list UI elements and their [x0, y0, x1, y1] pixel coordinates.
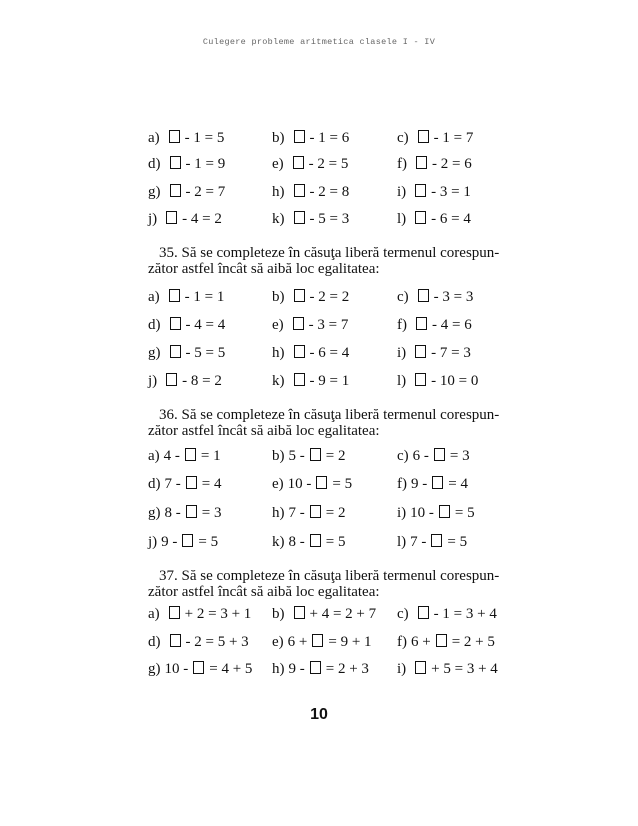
answer-box[interactable]	[170, 634, 181, 647]
exercise-item: c) - 1 = 7	[397, 129, 474, 146]
answer-box[interactable]	[294, 606, 305, 619]
answer-box[interactable]	[436, 634, 447, 647]
answer-box[interactable]	[415, 211, 426, 224]
exercise-item: k) - 9 = 1	[272, 372, 350, 389]
exercise-row	[0, 501, 638, 523]
exercise-item: i) 10 - = 5	[397, 504, 475, 521]
answer-box[interactable]	[170, 156, 181, 169]
page-header: Culegere probleme aritmetica clasele I - IV	[202, 37, 436, 47]
exercise-row	[0, 313, 638, 335]
exercise-item: h) - 2 = 8	[272, 183, 350, 200]
answer-box[interactable]	[294, 289, 305, 302]
problem-number: 37.	[159, 568, 178, 584]
answer-box[interactable]	[415, 184, 426, 197]
problem-number: 35.	[159, 245, 178, 261]
exercise-item: g) - 2 = 7	[148, 183, 226, 200]
exercise-item: g) - 5 = 5	[148, 344, 226, 361]
exercise-item: c) - 3 = 3	[397, 288, 474, 305]
exercise-item: e) 6 + = 9 + 1	[272, 633, 372, 650]
answer-box[interactable]	[312, 634, 323, 647]
answer-box[interactable]	[415, 661, 426, 674]
exercise-item: e) - 2 = 5	[272, 155, 349, 172]
answer-box[interactable]	[294, 130, 305, 143]
exercise-item: a) - 1 = 5	[148, 129, 225, 146]
exercise-row	[0, 369, 638, 391]
exercise-item: k) - 5 = 3	[272, 210, 350, 227]
exercise-row	[0, 630, 638, 652]
exercise-item: f) - 4 = 6	[397, 316, 472, 333]
exercise-item: e) - 3 = 7	[272, 316, 349, 333]
answer-box[interactable]	[170, 345, 181, 358]
problem-36-statement	[148, 407, 508, 439]
exercise-item: a) 4 - = 1	[148, 447, 221, 464]
answer-box[interactable]	[418, 606, 429, 619]
problem-statement-line: zător astfel încât să aibă loc egalitatea:	[148, 584, 380, 600]
exercise-item: l) - 6 = 4	[397, 210, 471, 227]
answer-box[interactable]	[182, 534, 193, 547]
exercise-item: b) - 1 = 6	[272, 129, 350, 146]
answer-box[interactable]	[169, 130, 180, 143]
exercise-row	[0, 152, 638, 174]
answer-box[interactable]	[294, 211, 305, 224]
exercise-row	[0, 530, 638, 552]
exercise-row	[0, 657, 638, 679]
exercise-row	[0, 472, 638, 494]
exercise-row	[0, 341, 638, 363]
exercise-item: h) 9 - = 2 + 3	[272, 660, 369, 677]
exercise-item: j) - 4 = 2	[148, 210, 222, 227]
answer-box[interactable]	[310, 661, 321, 674]
exercise-row	[0, 180, 638, 202]
exercise-item: i) - 7 = 3	[397, 344, 471, 361]
exercise-item: d) - 4 = 4	[148, 316, 226, 333]
answer-box[interactable]	[415, 345, 426, 358]
answer-box[interactable]	[186, 476, 197, 489]
exercise-item: h) - 6 = 4	[272, 344, 350, 361]
exercise-item: j) 9 - = 5	[148, 533, 219, 550]
page-number: 10	[310, 706, 328, 723]
exercise-item: d) - 1 = 9	[148, 155, 226, 172]
exercise-item: d) - 2 = 5 + 3	[148, 633, 249, 650]
problem-35-statement	[148, 245, 508, 277]
exercise-item: b) + 4 = 2 + 7	[272, 605, 377, 622]
answer-box[interactable]	[294, 345, 305, 358]
problem-number: 36.	[159, 407, 178, 423]
exercise-item: f) - 2 = 6	[397, 155, 472, 172]
exercise-item: a) - 1 = 1	[148, 288, 225, 305]
answer-box[interactable]	[310, 448, 321, 461]
exercise-item: g) 8 - = 3	[148, 504, 222, 521]
problem-statement-line: zător astfel încât să aibă loc egalitatea:	[148, 261, 380, 277]
exercise-row	[0, 444, 638, 466]
answer-box[interactable]	[185, 448, 196, 461]
answer-box[interactable]	[193, 661, 204, 674]
exercise-item: l) 7 - = 5	[397, 533, 468, 550]
exercise-item: l) - 10 = 0	[397, 372, 479, 389]
problem-statement-line: 35. Să se completeze în căsuţa liberă termenul corespun-	[159, 245, 500, 261]
problem-37-statement	[148, 568, 508, 600]
answer-box[interactable]	[439, 505, 450, 518]
exercise-item: i) + 5 = 3 + 4	[397, 660, 498, 677]
answer-box[interactable]	[310, 534, 321, 547]
answer-box[interactable]	[415, 373, 426, 386]
problem-statement-line: zător astfel încât să aibă loc egalitatea:	[148, 423, 380, 439]
exercise-row	[0, 285, 638, 307]
answer-box[interactable]	[294, 373, 305, 386]
answer-box[interactable]	[434, 448, 445, 461]
answer-box[interactable]	[432, 476, 443, 489]
exercise-item: f) 9 - = 4	[397, 475, 468, 492]
exercise-item: b) - 2 = 2	[272, 288, 350, 305]
exercise-item: d) 7 - = 4	[148, 475, 222, 492]
answer-box[interactable]	[170, 317, 181, 330]
exercise-item: f) 6 + = 2 + 5	[397, 633, 495, 650]
exercise-item: k) 8 - = 5	[272, 533, 346, 550]
exercise-item: h) 7 - = 2	[272, 504, 346, 521]
answer-box[interactable]	[418, 289, 429, 302]
exercise-item: c) - 1 = 3 + 4	[397, 605, 497, 622]
exercise-row	[0, 602, 638, 624]
answer-box[interactable]	[166, 373, 177, 386]
answer-box[interactable]	[294, 184, 305, 197]
exercise-row	[0, 207, 638, 229]
exercise-item: e) 10 - = 5	[272, 475, 353, 492]
answer-box[interactable]	[418, 130, 429, 143]
exercise-item: c) 6 - = 3	[397, 447, 470, 464]
answer-box[interactable]	[170, 184, 181, 197]
exercise-row	[0, 126, 638, 148]
answer-box[interactable]	[169, 606, 180, 619]
answer-box[interactable]	[169, 289, 180, 302]
answer-box[interactable]	[416, 156, 427, 169]
exercise-item: i) - 3 = 1	[397, 183, 471, 200]
exercise-item: g) 10 - = 4 + 5	[148, 660, 253, 677]
answer-box[interactable]	[431, 534, 442, 547]
answer-box[interactable]	[166, 211, 177, 224]
problem-statement-line: 36. Să se completeze în căsuţa liberă termenul corespun-	[159, 407, 500, 423]
exercise-item: b) 5 - = 2	[272, 447, 346, 464]
exercise-item: j) - 8 = 2	[148, 372, 222, 389]
exercise-item: a) + 2 = 3 + 1	[148, 605, 252, 622]
answer-box[interactable]	[316, 476, 327, 489]
answer-box[interactable]	[293, 317, 304, 330]
problem-statement-line: 37. Să se completeze în căsuţa liberă termenul corespun-	[159, 568, 500, 584]
answer-box[interactable]	[416, 317, 427, 330]
answer-box[interactable]	[293, 156, 304, 169]
answer-box[interactable]	[310, 505, 321, 518]
answer-box[interactable]	[186, 505, 197, 518]
